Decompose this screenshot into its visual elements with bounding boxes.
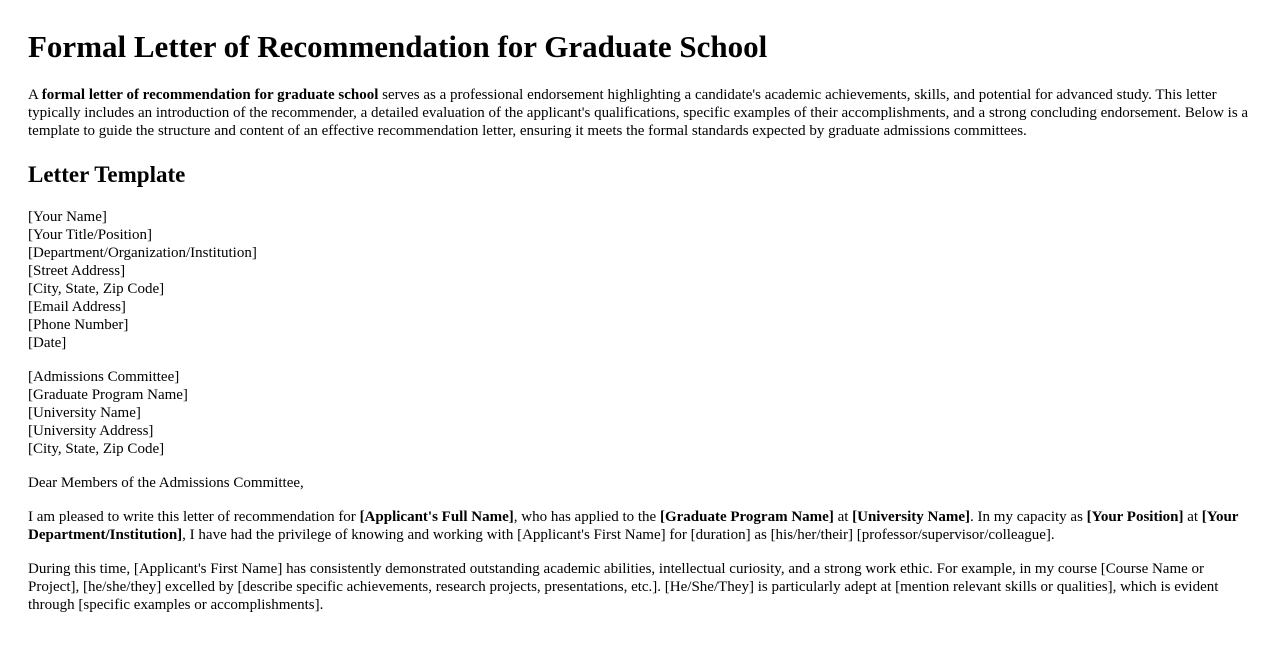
para1-text: I am pleased to write this letter of recommendation for: [28, 509, 360, 525]
page-title: Formal Letter of Recommendation for Graduate School: [28, 29, 768, 64]
intro-paragraph: [28, 86, 1250, 140]
recipient-address-block: [28, 368, 1250, 458]
section-title: Letter Template: [28, 162, 186, 187]
intro-text-post: serves as a professional endorsement highlighting a candidate's academic achievements, skills, and potential for advanced study. This letter typically includes an introduction of the recommender, a detailed evaluation of the applicant's qualifications, specific examples of their accomplishments, and a strong concluding endorsement. Below is a template to guide the structure and content of an effective recommendation letter, ensuring it meets the formal standards expected by graduate admissions committees.: [28, 87, 1249, 139]
sender-address-block: [28, 208, 1250, 352]
sender-line: [City, State, Zip Code]: [28, 281, 165, 297]
program-name-placeholder: [Graduate Program Name]: [659, 509, 834, 525]
sender-line: [Phone Number]: [28, 317, 129, 333]
recipient-line: [Graduate Program Name]: [28, 387, 188, 403]
sender-line: [Street Address]: [28, 263, 126, 279]
position-placeholder: [Your Position]: [1086, 509, 1184, 525]
body-paragraph-1: [28, 508, 1250, 544]
intro-bold-term: formal letter of recommendation for graduate school: [41, 87, 379, 103]
para1-text: at: [1183, 509, 1202, 525]
para1-text: , I have had the privilege of knowing and working with [Applicant's First Name] for [duration] as [his/her/their] [professor/supervisor/colleague].: [182, 527, 1055, 543]
para1-text: , who has applied to the: [513, 509, 660, 525]
sender-line: [Your Name]: [28, 209, 107, 225]
sender-line: [Your Title/Position]: [28, 227, 152, 243]
para1-text: at: [833, 509, 853, 525]
sender-line: [Department/Organization/Institution]: [28, 245, 257, 261]
sender-line: [Email Address]: [28, 299, 126, 315]
sender-line: [Date]: [28, 335, 67, 351]
recipient-line: [University Address]: [28, 423, 154, 439]
recipient-line: [University Name]: [28, 405, 141, 421]
university-name-placeholder: [University Name]: [852, 509, 971, 525]
intro-text-pre: A: [28, 87, 42, 103]
recipient-line: [Admissions Committee]: [28, 369, 180, 385]
applicant-name-placeholder: [Applicant's Full Name]: [359, 509, 514, 525]
para1-text: . In my capacity as: [970, 509, 1087, 525]
recipient-line: [City, State, Zip Code]: [28, 441, 165, 457]
body-paragraph-2: During this time, [Applicant's First Name] has consistently demonstrated outstanding academic abilities, intellectual curiosity, and a strong work ethic. For example, in my course [Course Name or Project], [he/she/they] excelled by [describe specific achievements, research projects, presentations, etc.]. [He/She/They] is particularly adept at [mention relevant skills or qualities], which is evident through [specific examples or accomplishments].: [28, 561, 1219, 613]
department-placeholder: [Your Department/Institution]: [28, 509, 1239, 543]
salutation: Dear Members of the Admissions Committee,: [28, 475, 304, 491]
